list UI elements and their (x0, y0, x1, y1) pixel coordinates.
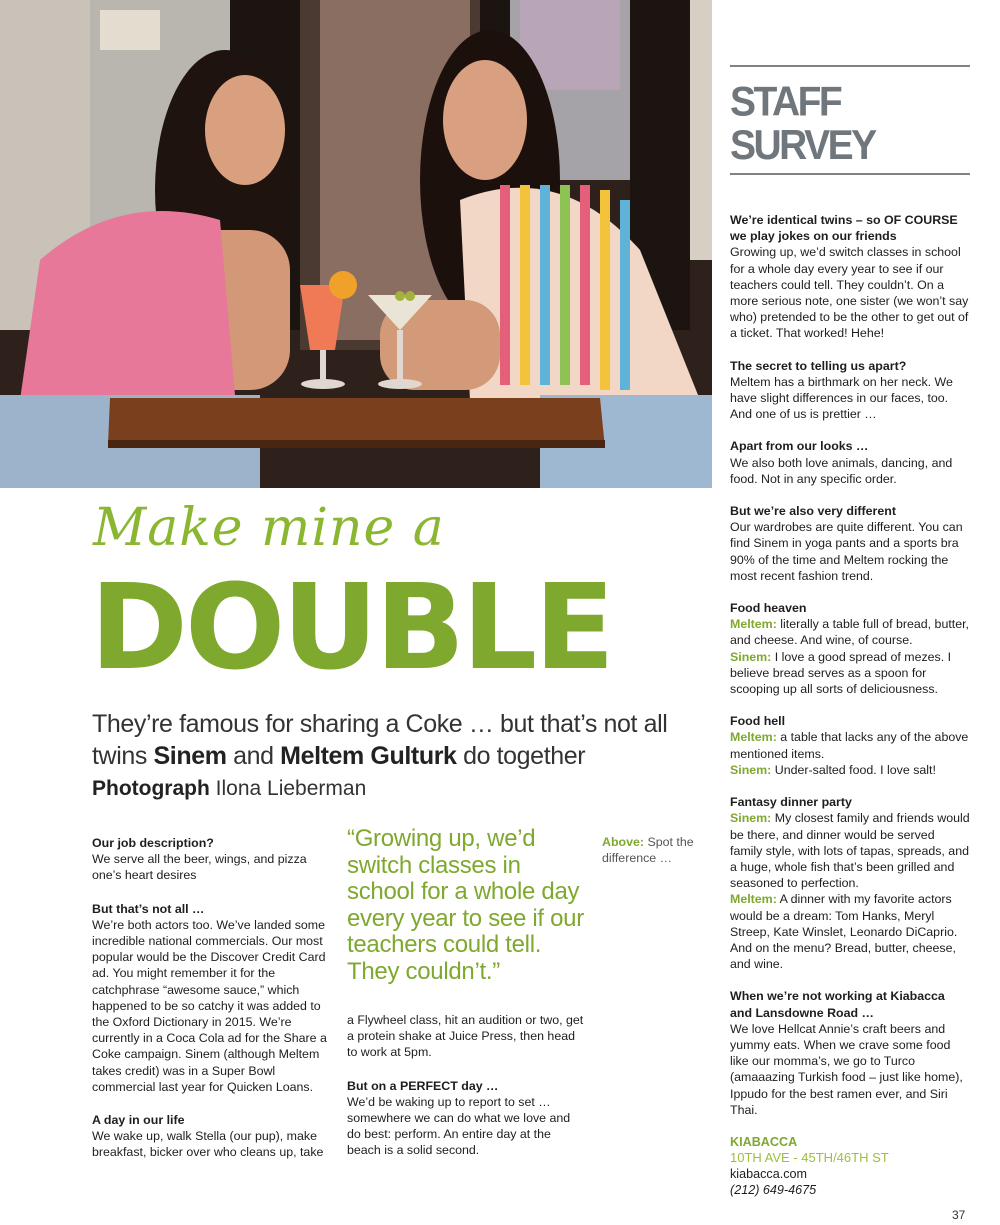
feature-photo (0, 0, 712, 488)
answer-text: literally a table full of bread, butter, and cheese. And wine, of course. (730, 617, 969, 648)
section-title: STAFF SURVEY (730, 78, 875, 169)
survey-item (730, 212, 970, 342)
venue-address: 10TH AVE - 45TH/46TH ST (730, 1149, 889, 1165)
body-column-2 (347, 1012, 587, 1176)
speaker-label: Sinem: (730, 811, 772, 826)
answer-text: I love a good spread of mezes. I believe bread serves as a spoon for scooping up all sorts of deliciousness. (730, 649, 952, 697)
survey-answer (730, 729, 970, 761)
speaker-label: Meltem: (730, 617, 777, 632)
survey-question: Food hell (730, 714, 786, 729)
twins-at-bar-photo (0, 0, 712, 488)
survey-answer: We love Hellcat Annie’s craft beers and yummy eats. When we crave some food like our momma’s, we go to Turco (amaaazing Turkish food – just like home), Ippudo for the best ramen ever, and Siri Thai. (730, 1021, 963, 1117)
survey-answer: Growing up, we’d switch classes in school for a whole day every year to see if our teachers could tell. They couldn’t. On a more serious note, one sister (we won’t say who) pretended to be the other to get out of a ticket. That worked! Hehe! (730, 245, 969, 341)
photo-caption (602, 834, 712, 866)
body-paragraph (347, 1078, 587, 1159)
credit-label: Photograph (92, 777, 210, 800)
paragraph-text: We serve all the beer, wings, and pizza one’s heart desires (92, 852, 307, 883)
survey-answer (730, 649, 970, 698)
food-heaven (730, 600, 970, 697)
survey-answer: Meltem has a birthmark on her neck. We have slight differences in our faces, too. And one of us is prettier … (730, 374, 953, 422)
survey-answer (730, 891, 970, 972)
venue-website[interactable]: kiabacca.com (730, 1166, 807, 1181)
body-paragraph (92, 901, 332, 1095)
survey-item (730, 358, 970, 423)
title-rule-top (730, 65, 970, 67)
dek-name: Sinem (153, 742, 227, 770)
survey-list (730, 212, 970, 1198)
answer-text: A dinner with my favorite actors would be a dream: Tom Hanks, Meryl Streep, Kate Winslet, Leonardo DiCaprio. And on the menu? Bread, butter, cheese, and wine. (730, 892, 958, 972)
survey-question: The secret to telling us apart? (730, 358, 907, 373)
not-working (730, 988, 970, 1118)
headline-main: DOUBLE (90, 558, 612, 696)
dek-text: do together (456, 742, 586, 770)
survey-answer (730, 810, 970, 891)
venue-name: KIABACCA (730, 1134, 798, 1149)
survey-answer: We also both love animals, dancing, and food. Not in any specific order. (730, 455, 953, 486)
paragraph-heading: But that’s not all … (92, 901, 205, 916)
survey-question: When we’re not working at Kiabacca and Lansdowne Road … (730, 989, 945, 1020)
pull-quote: “Growing up, we’d switch classes in school for a whole day every year to see if our teachers could tell. They couldn’t.” (347, 825, 584, 985)
paragraph-heading: Our job description? (92, 836, 214, 850)
body-paragraph (92, 835, 332, 884)
caption-text: Spot the difference … (602, 835, 694, 866)
body-paragraph (347, 1012, 587, 1061)
paragraph-heading: But on a PERFECT day … (347, 1078, 499, 1093)
body-paragraph (92, 1112, 332, 1161)
headline-script: Make mine a (93, 498, 445, 558)
survey-item (730, 503, 970, 584)
dek-text: They’re famous for sharing a Coke … but that’s not all twins (92, 710, 668, 770)
staff-survey-column (730, 65, 970, 1198)
paragraph-text: We’d be waking up to report to set … somewhere we can do what we love and do best: perform. An entire day at the beach is a solid second. (347, 1094, 571, 1158)
answer-text: My closest family and friends would be there, and dinner would be served family style, with lots of tapas, spreads, and a huge, whole fish that’s been grilled and seasoned to perfection. (730, 811, 970, 891)
speaker-label: Sinem: (730, 649, 772, 664)
paragraph-text: a Flywheel class, hit an audition or two, get a protein shake at Juice Press, then head to work at 5pm. (347, 1013, 584, 1060)
survey-answer (730, 616, 970, 648)
survey-question: Apart from our looks … (730, 439, 869, 454)
photo-credit (92, 775, 366, 803)
survey-question: Fantasy dinner party (730, 795, 852, 810)
venue-info (730, 1134, 970, 1198)
survey-answer (730, 762, 970, 778)
body-column-1 (92, 835, 332, 1178)
dek-text: and (226, 742, 281, 770)
survey-answer: Our wardrobes are quite different. You can find Sinem in yoga pants and a sports bra 90% of the time and Meltem rocking the most recent fashion trend. (730, 520, 963, 583)
page-number: 37 (952, 1208, 966, 1222)
survey-item (730, 438, 970, 487)
title-rule-bottom (730, 173, 970, 175)
speaker-label: Meltem: (730, 892, 777, 907)
fantasy-dinner (730, 794, 970, 972)
speaker-label: Sinem: (730, 762, 772, 777)
venue-phone: (212) 649-4675 (730, 1182, 817, 1197)
dek (92, 708, 722, 772)
food-hell (730, 713, 970, 778)
paragraph-heading: A day in our life (92, 1113, 185, 1128)
caption-label: Above: (602, 835, 644, 849)
survey-question: We’re identical twins – so OF COURSE we play jokes on our friends (730, 213, 958, 244)
paragraph-text: We’re both actors too. We’ve landed some incredible national commercials. Our most popular would be the Discover Credit Card ad. You might remember it for the catchphrase “awesome sauce,” which happened to be so catchy it was added to the Oxford Dictionary in 2015. We’re currently in a Coca Cola ad for the Share a Coke campaign. Sinem (although Meltem takes credit) was in a Super Bowl commercial last year for Quicken Loans. (92, 917, 327, 1094)
paragraph-text: We wake up, walk Stella (our pup), make breakfast, bicker over who cleans up, take (92, 1129, 324, 1160)
survey-question: Food heaven (730, 601, 807, 616)
answer-text: a table that lacks any of the above mentioned items. (730, 730, 969, 761)
dek-name: Meltem Gulturk (280, 742, 457, 770)
speaker-label: Meltem: (730, 730, 777, 745)
answer-text: Under-salted food. I love salt! (771, 762, 936, 777)
survey-question: But we’re also very different (730, 504, 896, 519)
credit-name: Ilona Lieberman (209, 777, 367, 800)
